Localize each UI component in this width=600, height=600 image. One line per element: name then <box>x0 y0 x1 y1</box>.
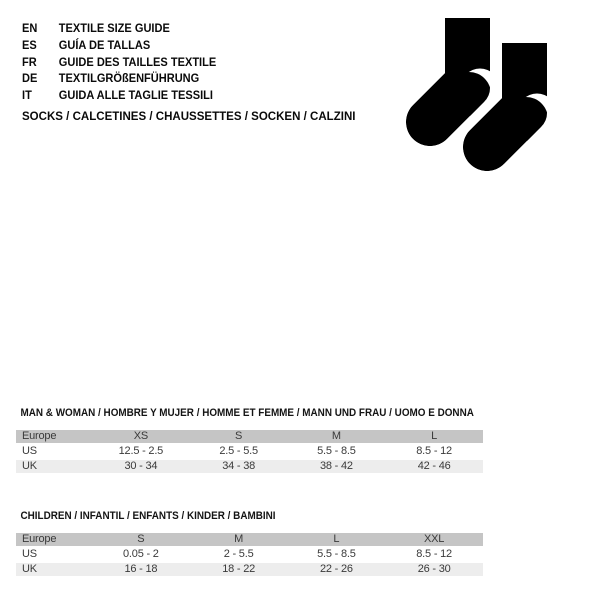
size-value: 5.5 - 8.5 <box>317 445 356 457</box>
language-label: TEXTILGRÖßENFÜHRUNG <box>58 71 200 86</box>
language-label: TEXTILE SIZE GUIDE <box>58 21 170 35</box>
size-value: 8.5 - 12 <box>416 548 452 560</box>
row-label: US <box>22 548 37 560</box>
header-cell: S <box>235 430 243 442</box>
size-table-children <box>16 510 483 578</box>
header-cell: L <box>431 430 438 442</box>
language-code: IT <box>22 88 32 103</box>
language-row-de <box>22 70 216 87</box>
table-header-row <box>16 430 483 443</box>
size-value: 22 - 26 <box>319 563 353 575</box>
language-label: GUIDE DES TAILLES TEXTILE <box>58 54 217 69</box>
row-label: UK <box>22 563 37 575</box>
header-cell: L <box>333 533 340 545</box>
language-code: FR <box>22 54 37 69</box>
size-value: 38 - 42 <box>319 460 353 472</box>
language-label: GUÍA DE TALLAS <box>58 37 151 52</box>
table-title: MAN & WOMAN / HOMBRE Y MUJER / HOMME ET FEMME / MANN UND FRAU / UOMO E DONNA <box>20 407 474 419</box>
size-value: 30 - 34 <box>124 460 158 472</box>
size-value: 34 - 38 <box>222 460 256 472</box>
header-cell: XXL <box>424 533 445 545</box>
header-cell: M <box>234 533 244 545</box>
header-cell: XS <box>133 430 149 442</box>
language-row-it <box>22 87 216 104</box>
header-cell: Europe <box>22 430 57 442</box>
table-header-row <box>16 533 483 546</box>
language-row-en <box>22 20 216 37</box>
language-list <box>22 20 233 104</box>
language-row-es <box>22 37 216 54</box>
size-value: 12.5 - 2.5 <box>118 445 164 457</box>
size-value: 42 - 46 <box>417 460 451 472</box>
size-value: 2.5 - 5.5 <box>219 445 258 457</box>
size-value: 2 - 5.5 <box>223 548 254 560</box>
size-value: 16 - 18 <box>124 563 158 575</box>
size-value: 26 - 30 <box>417 563 451 575</box>
language-row-fr <box>22 54 216 71</box>
table-row <box>16 548 483 561</box>
language-code: EN <box>22 21 38 35</box>
category-heading: SOCKS / CALCETINES / CHAUSSETTES / SOCKEN / CALZINI <box>22 109 356 123</box>
size-value: 8.5 - 12 <box>416 445 452 457</box>
row-label: US <box>22 445 37 457</box>
header-cell: M <box>331 430 341 442</box>
table-title: CHILDREN / INFANTIL / ENFANTS / KINDER / BAMBINI <box>20 510 276 522</box>
row-label: UK <box>22 460 37 472</box>
language-label: GUIDA ALLE TAGLIE TESSILI <box>58 88 213 103</box>
table-row <box>16 563 483 576</box>
socks-icon <box>400 10 570 190</box>
size-table-adults <box>16 407 483 475</box>
size-value: 5.5 - 8.5 <box>317 548 356 560</box>
header-cell: S <box>137 533 145 545</box>
language-code: ES <box>22 37 37 52</box>
table-row <box>16 445 483 458</box>
language-code: DE <box>22 71 38 86</box>
size-value: 18 - 22 <box>222 563 256 575</box>
table-row <box>16 460 483 473</box>
size-value: 0.05 - 2 <box>123 548 159 560</box>
header-cell: Europe <box>22 533 57 545</box>
